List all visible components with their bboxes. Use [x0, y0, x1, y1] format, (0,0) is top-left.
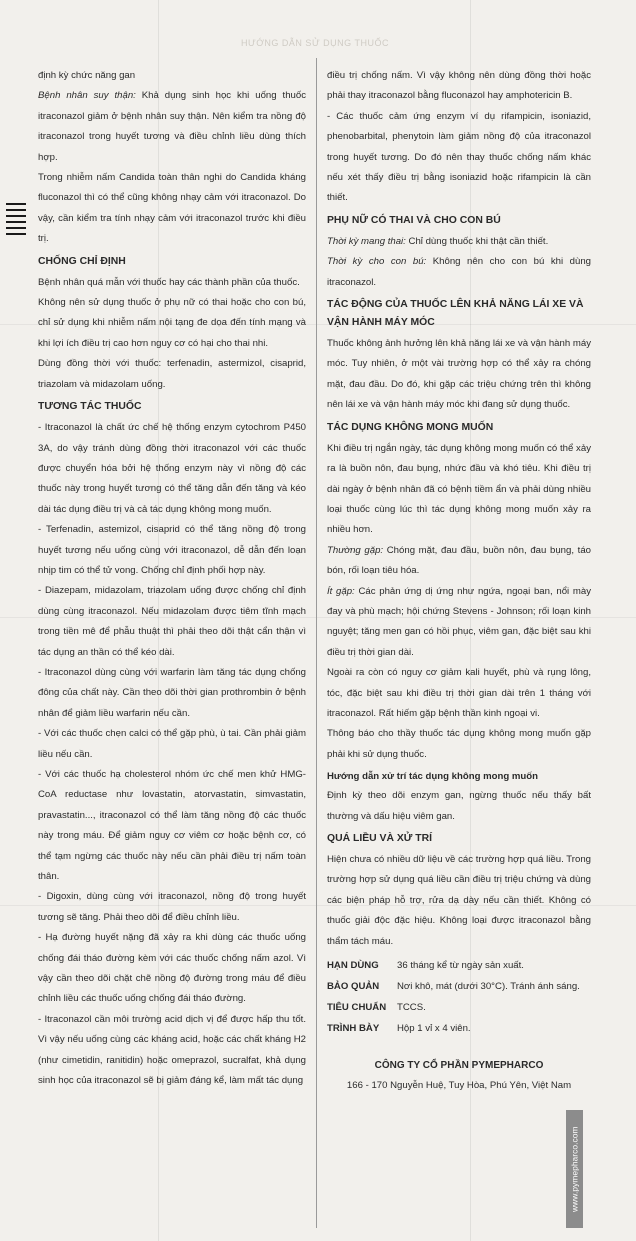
paragraph: [327, 252, 591, 293]
paragraph: - Với các thuốc chẹn calci có thể gặp phù, ù tai. Cần phải giảm liều nếu cần.: [38, 728, 306, 760]
paragraph: - Itraconazol là chất ức chế hệ thống enzym cytochrom P450 3A, do vậy tránh dùng đồng thời itraconazol với các thuốc được chuyển hóa bởi hệ thống enzym này vì nồng độ các thuốc này trong huyết tương có thể tăng dẫn đến tăng và kéo dài tác dụng điều trị và cả tác dụng không mong muốn.: [38, 422, 306, 515]
paragraph-text: Khả dụng sinh học khi uống thuốc itraconazol giảm ở bệnh nhân suy thận. Nên kiểm tra nồng độ itraconazol trong huyết tương và điều chỉnh liều dùng thích hợp.: [38, 90, 306, 163]
paragraph: - Diazepam, midazolam, triazolam uống được chống chỉ định dùng cùng itraconazol. Nếu midazolam được tiêm tĩnh mạch trong tiền mê để phẫu thuật thì phải theo dõi thật cẩn thận vì tác dụng an thần có thể kéo dài.: [38, 585, 306, 658]
paragraph: Thông báo cho thầy thuốc tác dụng không mong muốn gặp phải khi sử dụng thuốc.: [327, 728, 591, 760]
paragraph: Định kỳ theo dõi enzym gan, ngừng thuốc nếu thấy bất thường và dấu hiệu viêm gan.: [327, 790, 591, 822]
info-row: [327, 1019, 591, 1038]
paragraph-text: Các phản ứng dị ứng như ngứa, ngoại ban, nổi mày đay và phù mạch; hội chứng Stevens - Johnson; rối loạn kinh nguyệt; tăng men gan có hồi phục, viêm gan, đặc biệt sau khi điều trị thời gian dài.: [327, 585, 592, 658]
section-heading-contraindications: CHỐNG CHỈ ĐỊNH: [38, 255, 126, 267]
company-address: 166 - 170 Nguyễn Huệ, Tuy Hòa, Phú Yên, Việt Nam: [346, 1080, 572, 1092]
paragraph: điều trị chống nấm. Vì vậy không nên dùng đồng thời hoặc phải thay itraconazol bằng fluconazol hay amphotericin B.: [327, 70, 591, 102]
brand-url-vertical: www.pymepharco.com: [566, 1110, 583, 1228]
inline-label: Bệnh nhân suy thận:: [38, 90, 136, 102]
info-row: [327, 998, 591, 1017]
paragraph: Hiện chưa có nhiều dữ liệu về các trường hợp quá liều. Trong trường hợp sử dụng quá liều cần điều trị triệu chứng và dùng các biện pháp hỗ trợ, rửa dạ dày nếu cần thiết. Không có thuốc giải độc đặc hiệu. Không loại được itraconazol bằng thẩm tách máu.: [327, 854, 591, 947]
ghost-header-text: HƯỚNG DẪN SỬ DỤNG THUỐC: [241, 38, 389, 48]
paragraph: định kỳ chức năng gan: [38, 70, 136, 81]
paragraph: - Itraconazol dùng cùng với warfarin làm tăng tác dụng chống đông của chất này. Cần theo dõi thời gian prothrombin ở bệnh nhân để giảm liều warfarin nếu cần.: [38, 666, 306, 719]
info-value: TCCS.: [397, 1002, 426, 1014]
inline-label: Thời kỳ cho con bú:: [327, 256, 427, 268]
paragraph: Dùng đồng thời với thuốc: terfenadin, astermizol, cisaprid, triazolam và midazolam uống.: [38, 358, 306, 390]
inline-label: Thường gặp:: [327, 544, 384, 556]
paragraph: Không nên sử dụng thuốc ở phụ nữ có thai hoặc cho con bú, chỉ sử dụng khi nhiễm nấm nội tạng đe dọa đến tính mạng và khi lợi ích điều trị cao hơn nguy cơ có hại cho thai nhi.: [38, 297, 306, 349]
paragraph: [327, 541, 591, 582]
paragraph: Thuốc không ảnh hưởng lên khả năng lái xe và vận hành máy móc. Tuy nhiên, ở một vài trường hợp có thể xảy ra chóng mặt, đau đầu. Do đó, khi gặp các triệu chứng trên thì không nên lái xe và vận hành máy móc khi đang sử dụng thuốc.: [327, 338, 591, 411]
info-label: TIÊU CHUẨN: [327, 1002, 387, 1014]
paragraph: - Các thuốc cảm ứng enzym ví dụ rifampicin, isoniazid, phenobarbital, phenytoin làm giảm nồng độ của itraconazol trong huyết tương. Do đó nên thay thuốc chống nấm khác nếu xét thấy điều trị bằng isoniazid hoặc rifampicin là cần thiết.: [327, 110, 591, 204]
info-label: BẢO QUẢN: [327, 981, 380, 993]
inline-label: Thời kỳ mang thai:: [327, 235, 406, 247]
info-row: [327, 956, 591, 975]
paragraph-text: Không nên cho con bú khi dùng itraconazol.: [327, 256, 592, 288]
section-heading-overdose: QUÁ LIỀU VÀ XỬ TRÍ: [327, 833, 433, 844]
column-divider: [316, 58, 317, 1228]
paragraph: [327, 232, 591, 252]
paragraph: - Itraconazol cần môi trường acid dịch vị để được hấp thu tốt. Vì vậy nếu uống cùng các kháng acid, hoặc các chất kháng H2 (như cimetidin, ranitidin) hoặc omeprazol, sucralfat, khả dụng sinh học của itraconazol sẽ bị giảm đáng kể, làm mất tác dụng: [38, 1013, 306, 1087]
info-row: [327, 977, 591, 996]
paragraph: - Terfenadin, astemizol, cisaprid có thể tăng nồng độ trong huyết tương nếu uống cùng với itraconazol, dễ dẫn đến loạn nhịp tim có thể tử vong. Chống chỉ định phối hợp này.: [38, 524, 306, 576]
paragraph: - Digoxin, dùng cùng với itraconazol, nồng độ trong huyết tương sẽ tăng. Phải theo dõi để điều chỉnh liều.: [38, 891, 306, 923]
paragraph: - Hạ đường huyết nặng đã xảy ra khi dùng các thuốc uống chống đái tháo đường kèm với các thuốc chống nấm azol. Vì vậy cần theo dõi chặt chẽ nồng độ đường trong máu để điều chỉnh liều các thuốc uống chống đái tháo đường.: [38, 932, 306, 1005]
section-heading-pregnancy: PHỤ NỮ CÓ THAI VÀ CHO CON BÚ: [327, 214, 501, 226]
section-heading-side-effects: TÁC DỤNG KHÔNG MONG MUỐN: [327, 421, 494, 433]
company-block: [327, 1056, 591, 1097]
info-value: 36 tháng kể từ ngày sản xuất.: [397, 960, 524, 972]
subsection-heading-handling: Hướng dẫn xử trí tác dụng không mong muốn: [327, 771, 538, 783]
info-value: Hộp 1 vỉ x 4 viên.: [397, 1023, 471, 1035]
section-heading-interactions: TƯƠNG TÁC THUỐC: [38, 401, 142, 413]
company-name: CÔNG TY CỔ PHẦN PYMEPHARCO: [374, 1060, 544, 1072]
paragraph: Ngoài ra còn có nguy cơ giảm kali huyết, phù và rụng lông, tóc, đặc biệt sau khi điều trị thời gian dài trên 1 tháng với itraconazol. Rất hiếm gặp bệnh thần kinh ngoại vi.: [327, 667, 591, 719]
left-column: [38, 66, 306, 1092]
info-label: HẠN DÙNG: [327, 960, 379, 972]
paragraph-text: Chóng mặt, đau đầu, buồn nôn, đau bụng, táo bón, rối loạn tiêu hóa.: [327, 544, 592, 577]
right-column: [327, 66, 591, 1097]
product-info-table: [327, 956, 591, 1038]
paragraph: Trong nhiễm nấm Candida toàn thân nghi do Candida kháng fluconazol thì có thể cũng không nhạy cảm với itraconazol. Do vậy, cần kiểm tra tính nhạy cảm với itraconazol trước khi điều trị.: [38, 172, 306, 245]
paragraph-text: Chỉ dùng thuốc khi thật cần thiết.: [405, 235, 549, 247]
section-heading-driving: TÁC ĐỘNG CỦA THUỐC LÊN KHẢ NĂNG LÁI XE VÀ VẬN HÀNH MÁY MÓC: [327, 299, 584, 329]
inline-label: Ít gặp:: [327, 585, 355, 597]
info-value: Nơi khô, mát (dưới 30°C). Tránh ánh sáng.: [397, 981, 580, 993]
paragraph: - Với các thuốc hạ cholesterol nhóm ức chế men khử HMG-CoA reductase như lovastatin, atorvastatin, simvastatin, pravastatin..., itraconazol có thể làm tăng nồng độ các thuốc này trong máu. Để giảm nguy cơ viêm cơ hoặc bệnh cơ, có thể tạm ngừng các thuốc này nếu cần phải điều trị nấm toàn thân.: [38, 769, 306, 883]
info-label: TRÌNH BÀY: [327, 1023, 380, 1035]
paragraph: [38, 86, 306, 168]
side-barcode-mark: [6, 203, 26, 239]
paragraph: [327, 582, 591, 664]
paragraph: Bệnh nhân quá mẫn với thuốc hay các thành phần của thuốc.: [38, 276, 300, 288]
paragraph: Khi điều trị ngắn ngày, tác dụng không mong muốn có thể xảy ra là buồn nôn, đau bụng, nhức đầu và khó tiêu. Khi điều trị dài ngày ở bệnh nhân đã có bệnh tiềm ẩn và phải dùng nhiều loại thuốc cùng lúc thì tác dụng không mong muốn xảy ra nhiều hơn.: [327, 442, 591, 536]
